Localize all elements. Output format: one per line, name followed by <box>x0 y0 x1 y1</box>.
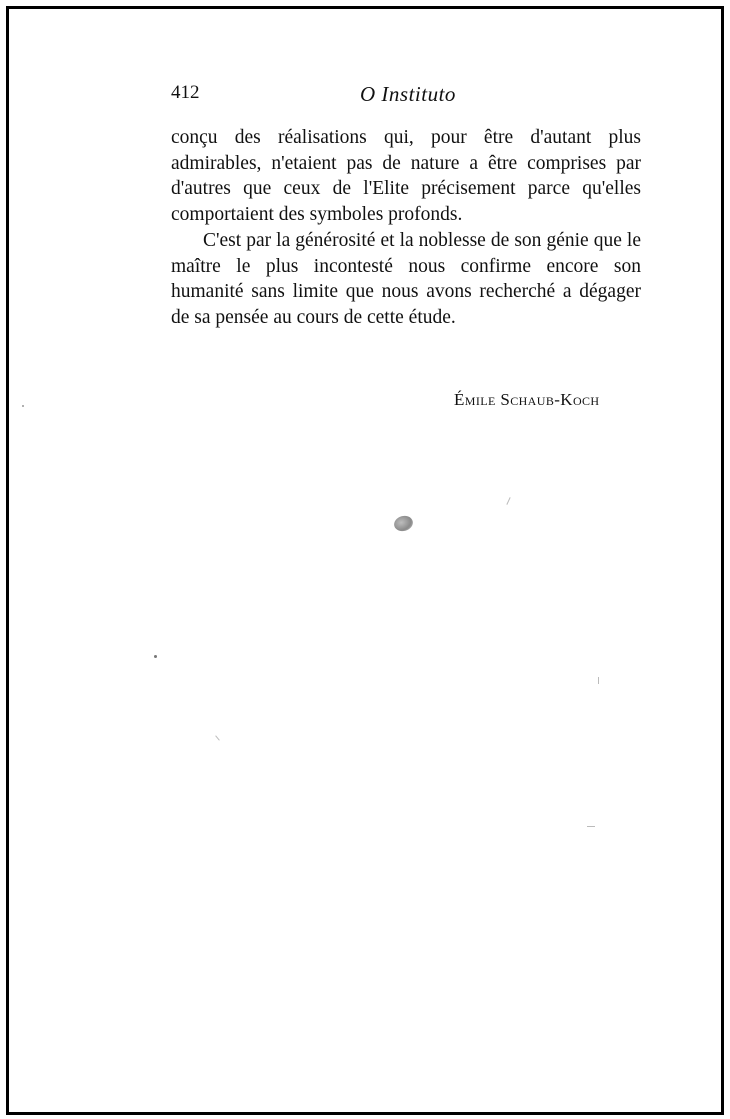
paragraph: C'est par la générosité et la noblesse de son génie que le maître le plus incontesté nous confirme encore son humanité sans limite que nous avons recherché a dégager de sa pensée au cours de cette étude. <box>171 229 641 328</box>
paragraph: conçu des réalisations qui, pour être d'autant plus admirables, n'etaient pas de nature a être comprises par d'autres que ceux de l'Elite précisement parce qu'elles comportaient des symboles profonds. <box>171 127 641 226</box>
author-signature: Émile Schaub-Koch <box>454 390 600 409</box>
page-header <box>165 82 643 108</box>
page-number: 412 <box>171 82 200 103</box>
paper-speck <box>154 655 157 658</box>
body-text <box>171 125 641 331</box>
paper-speck <box>598 677 599 684</box>
running-title: O Instituto <box>360 82 456 106</box>
paper-speck <box>587 826 595 827</box>
paper-speck <box>22 405 24 407</box>
